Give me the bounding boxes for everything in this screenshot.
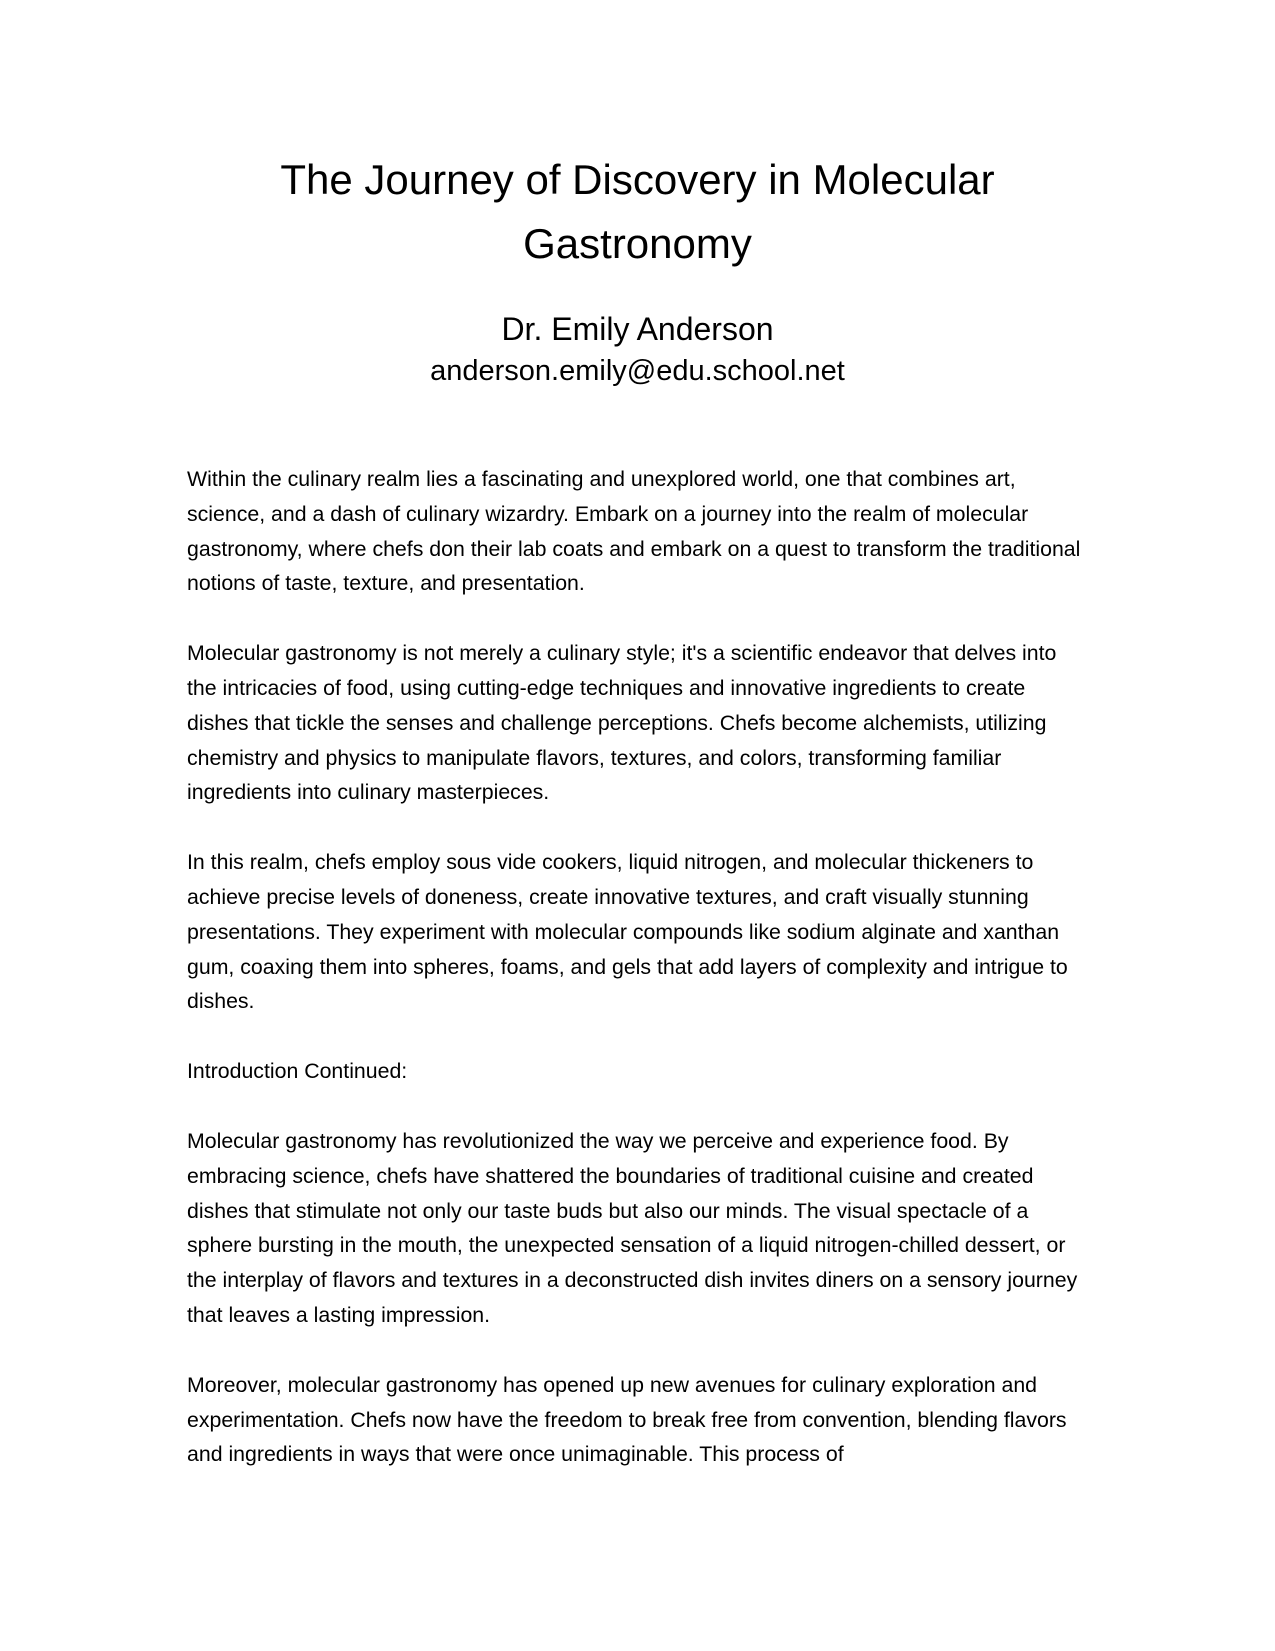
document-title: The Journey of Discovery in Molecular Gastronomy: [280, 156, 995, 267]
paragraph-1: Within the culinary realm lies a fascinating and unexplored world, one that combines art, science, and a dash of culinary wizardry. Embark on a journey into the realm of molecular gastronomy, where chefs don their lab coats and embark on a quest to transform the traditional notions of taste, texture, and presentation.: [187, 467, 1081, 596]
author-name: Dr. Emily Anderson: [501, 311, 774, 347]
document-body: [187, 462, 1087, 1507]
paragraph-5: Moreover, molecular gastronomy has opened up new avenues for culinary exploration and experimentation. Chefs now have the freedom to break free from convention, blending flavors and ingredients in ways that were once unimaginable. This process of: [187, 1372, 1067, 1467]
paragraph-4: Molecular gastronomy has revolutionized the way we perceive and experience food. By embracing science, chefs have shattered the boundaries of traditional cuisine and created dishes that stimulate not only our taste buds but also our minds. The visual spectacle of a sphere bursting in the mouth, the unexpected sensation of a liquid nitrogen-chilled dessert, or the interplay of flavors and textures in a deconstructed dish invites diners on a sensory journey that leaves a lasting impression.: [187, 1128, 1078, 1327]
paragraph-2: Molecular gastronomy is not merely a culinary style; it's a scientific endeavor that delves into the intricacies of food, using cutting-edge techniques and innovative ingredients to create dishes that tickle the senses and challenge perceptions. Chefs become alchemists, utilizing chemistry and physics to manipulate flavors, textures, and colors, transforming familiar ingredients into culinary masterpieces.: [187, 641, 1057, 805]
title-block: [180, 148, 1095, 392]
paragraph-3: In this realm, chefs employ sous vide cookers, liquid nitrogen, and molecular thickeners to achieve precise levels of doneness, create innovative textures, and craft visually stunning presentations. They experiment with molecular compounds like sodium alginate and xanthan gum, coaxing them into spheres, foams, and gels that add layers of complexity and intrigue to dishes.: [187, 850, 1068, 1014]
author-email: anderson.emily@edu.school.net: [430, 355, 845, 387]
section-heading-introduction-continued: Introduction Continued:: [187, 1059, 408, 1084]
